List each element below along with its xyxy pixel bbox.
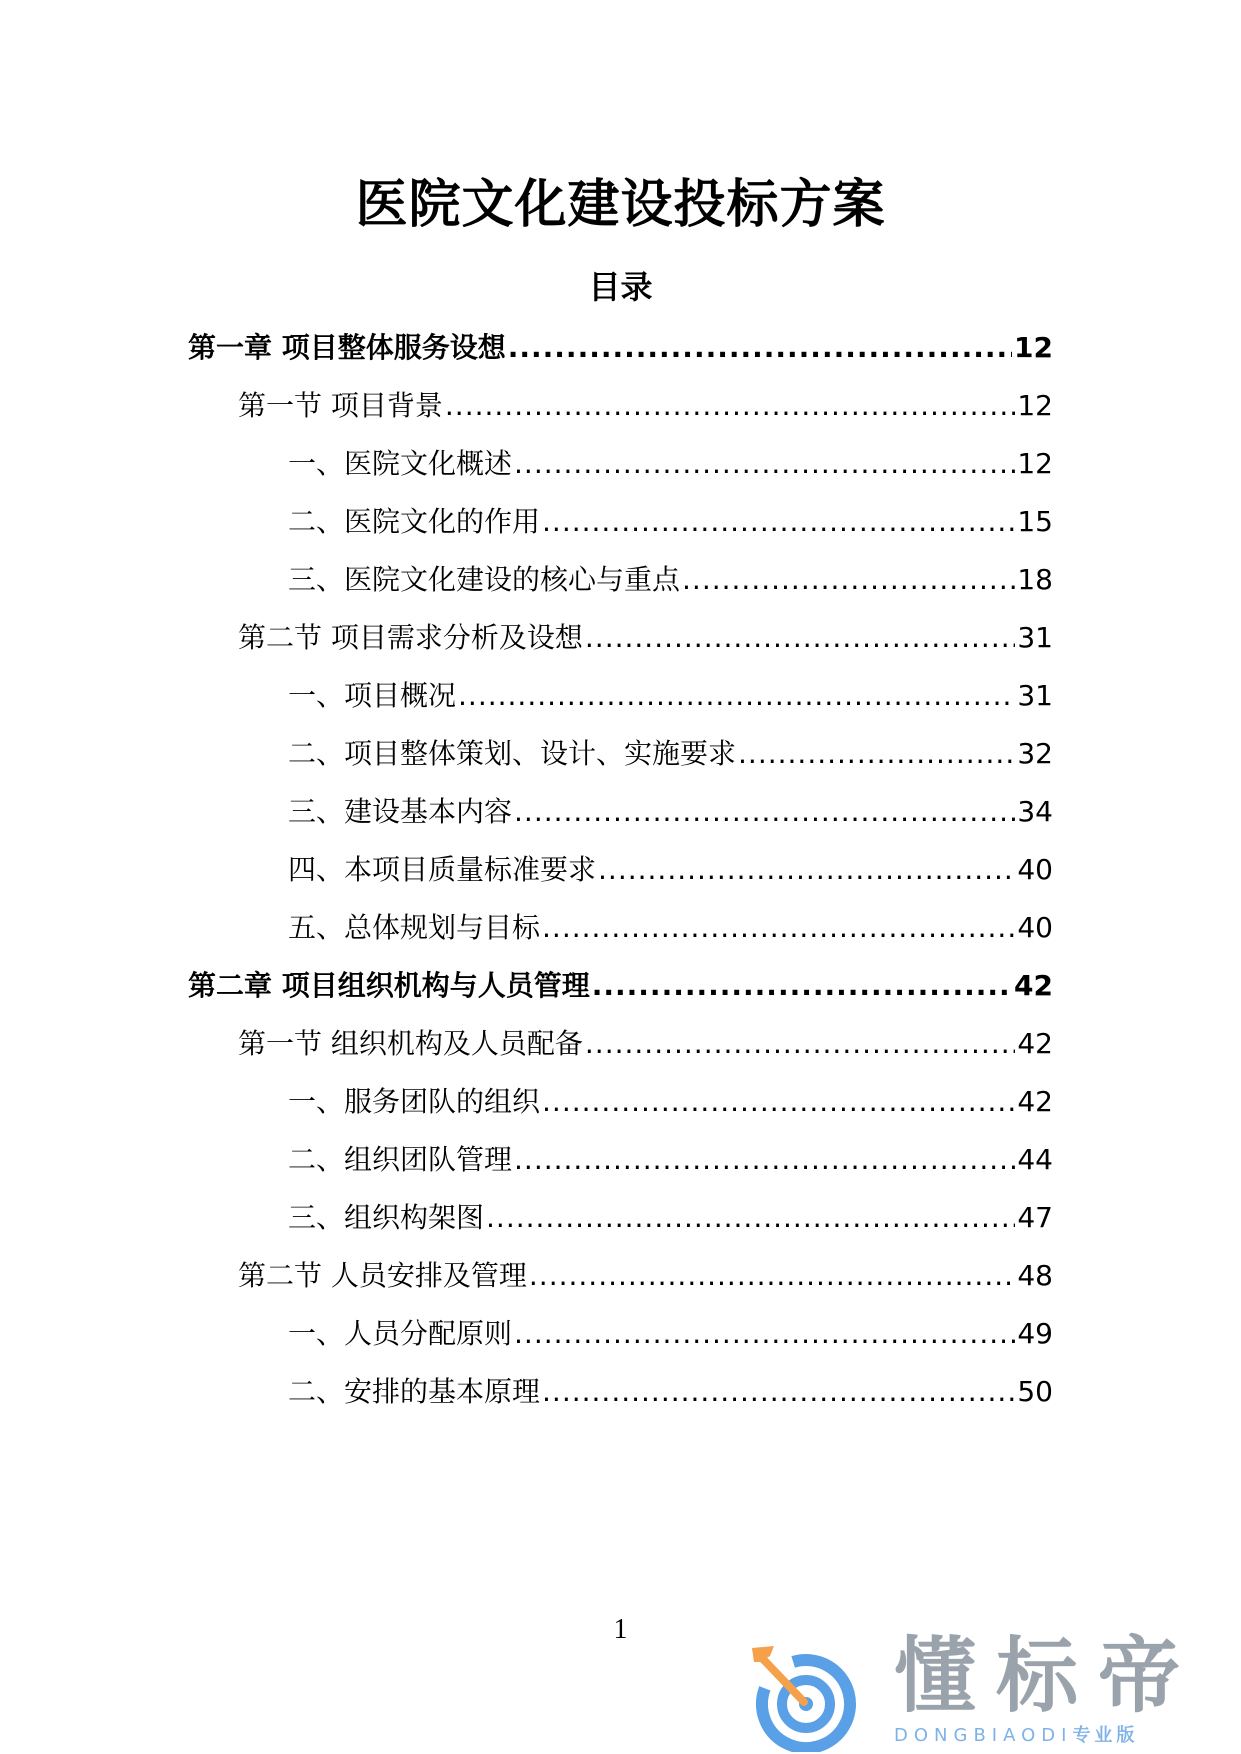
toc-entry[interactable] [188, 326, 1053, 370]
toc-entry-title: 三、医院文化建设的核心与重点 [288, 563, 681, 596]
toc-entry-page: 15 [1017, 505, 1053, 538]
toc-entry-title: 第二节 项目需求分析及设想 [238, 621, 583, 654]
toc-entry[interactable] [238, 616, 1053, 660]
toc-entry-title: 四、本项目质量标准要求 [288, 853, 597, 886]
toc-leader-dots [542, 1370, 1015, 1414]
toc-leader-dots [598, 848, 1015, 892]
toc-entry-title: 第一节 项目背景 [238, 389, 443, 422]
toc-entry[interactable] [188, 964, 1053, 1008]
toc-leader-dots [486, 1196, 1015, 1240]
toc-entry-title: 三、建设基本内容 [288, 795, 513, 828]
page-number: 1 [613, 1614, 628, 1645]
toc-leader-dots [542, 1080, 1015, 1124]
toc-entry[interactable] [288, 674, 1053, 718]
toc-entry-title: 五、总体规划与目标 [288, 911, 541, 944]
toc-leader-dots [529, 1254, 1015, 1298]
toc-leader-dots [508, 326, 1012, 370]
toc-entry[interactable] [288, 1370, 1053, 1414]
toc-entry[interactable] [238, 384, 1053, 428]
watermark-edition: 专业版 [1072, 1725, 1139, 1746]
toc-leader-dots [682, 558, 1015, 602]
toc-leader-dots [585, 616, 1015, 660]
toc-entry-title: 二、医院文化的作用 [288, 505, 541, 538]
toc-entry-title: 一、人员分配原则 [288, 1317, 513, 1350]
toc-entry[interactable] [238, 1022, 1053, 1066]
toc-entry-title: 三、组织构架图 [288, 1201, 485, 1234]
toc-entry-title: 二、项目整体策划、设计、实施要求 [288, 737, 737, 770]
toc-entry[interactable] [288, 500, 1053, 544]
toc-entry-title: 一、服务团队的组织 [288, 1085, 541, 1118]
watermark-name: 懂标帝 [894, 1629, 1201, 1724]
toc-leader-dots [514, 790, 1015, 834]
toc-entry-page: 40 [1017, 911, 1053, 944]
toc-leader-dots [445, 384, 1015, 428]
toc-heading: 目录 [588, 268, 653, 306]
toc-entry[interactable] [288, 1138, 1053, 1182]
toc-entry-page: 32 [1017, 737, 1053, 770]
toc-entry-page: 34 [1017, 795, 1053, 828]
toc-entry-page: 12 [1014, 331, 1053, 364]
toc-entry-title: 第二章 项目组织机构与人员管理 [188, 969, 590, 1002]
toc-leader-dots [738, 732, 1015, 776]
toc-entry-title: 第一节 组织机构及人员配备 [238, 1027, 583, 1060]
toc-entry-page: 40 [1017, 853, 1053, 886]
toc-entry-page: 42 [1014, 969, 1053, 1002]
toc-entry-title: 第二节 人员安排及管理 [238, 1259, 527, 1292]
toc-entry-page: 50 [1017, 1375, 1053, 1408]
toc-entry-page: 31 [1017, 621, 1053, 654]
toc-leader-dots [514, 1138, 1015, 1182]
toc-entry-page: 12 [1017, 447, 1053, 480]
toc-entry-title: 第一章 项目整体服务设想 [188, 331, 506, 364]
toc-entry[interactable] [288, 732, 1053, 776]
toc-leader-dots [514, 442, 1015, 486]
toc-entry-page: 47 [1017, 1201, 1053, 1234]
watermark-pinyin: DONGBIAODI [894, 1725, 1073, 1746]
toc-entry-title: 一、医院文化概述 [288, 447, 513, 480]
toc-entry[interactable] [288, 1312, 1053, 1356]
toc-leader-dots [542, 906, 1015, 950]
toc-leader-dots [458, 674, 1015, 718]
target-arrow-icon [744, 1632, 864, 1752]
toc-entry[interactable] [288, 906, 1053, 950]
toc-entry[interactable] [288, 442, 1053, 486]
toc-entry-page: 44 [1017, 1143, 1053, 1176]
toc-entry-page: 12 [1017, 389, 1053, 422]
toc-leader-dots [585, 1022, 1015, 1066]
toc-entry-title: 二、安排的基本原理 [288, 1375, 541, 1408]
watermark-subtitle [894, 1724, 1138, 1748]
document-title: 医院文化建设投标方案 [355, 175, 886, 235]
watermark [744, 1629, 1224, 1750]
toc-entry-title: 二、组织团队管理 [288, 1143, 513, 1176]
toc-entry-page: 31 [1017, 679, 1053, 712]
toc-entry-page: 42 [1017, 1085, 1053, 1118]
toc-entry[interactable] [288, 790, 1053, 834]
toc-entry-page: 48 [1017, 1259, 1053, 1292]
toc-entry[interactable] [288, 1196, 1053, 1240]
toc-entry[interactable] [288, 558, 1053, 602]
toc-entry-page: 18 [1017, 563, 1053, 596]
toc-entry-page: 49 [1017, 1317, 1053, 1350]
toc-entry-page: 42 [1017, 1027, 1053, 1060]
toc-entry-title: 一、项目概况 [288, 679, 457, 712]
toc-leader-dots [542, 500, 1015, 544]
toc-leader-dots [514, 1312, 1015, 1356]
toc-leader-dots [592, 964, 1012, 1008]
toc-entry[interactable] [288, 1080, 1053, 1124]
toc-entry[interactable] [238, 1254, 1053, 1298]
toc-entry[interactable] [288, 848, 1053, 892]
